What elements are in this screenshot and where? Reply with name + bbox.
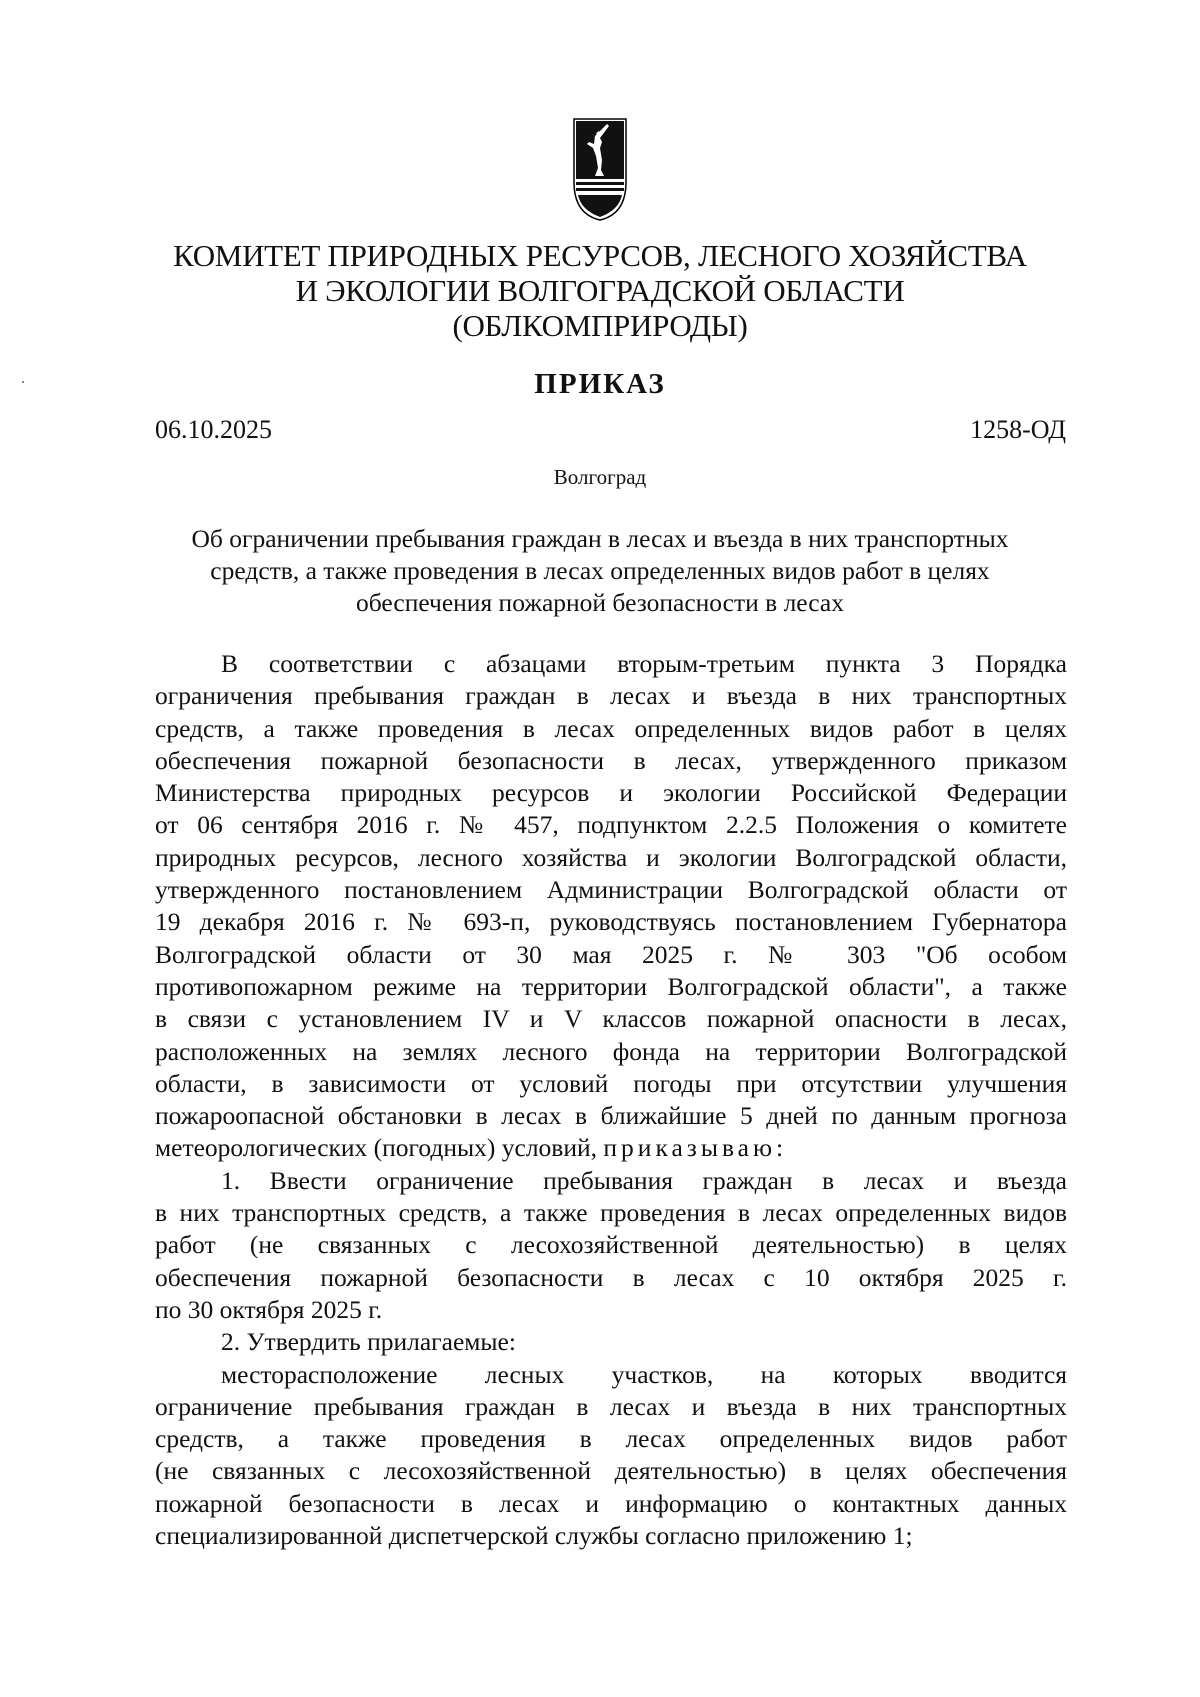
body-line: Волгоградской области от 30 мая 2025 г. № 303 "Об особом xyxy=(155,939,1067,969)
body-line: 19 декабря 2016 г. № 693-п, руководствуясь постановлением Губернатора xyxy=(155,907,1067,937)
organization-name xyxy=(100,238,1100,343)
order-body xyxy=(155,648,1067,1552)
body-line: 1. Ввести ограничение пребывания граждан в лесах и въезда xyxy=(221,1165,1067,1195)
body-line: расположенных на землях лесного фонда на территории Волгоградской xyxy=(155,1036,1067,1066)
body-line: В соответствии с абзацами вторым-третьим пункта 3 Порядка xyxy=(221,649,1067,678)
body-line: пожарной безопасности в лесах и информацию о контактных данных xyxy=(155,1488,1067,1518)
org-line: КОМИТЕТ ПРИРОДНЫХ РЕСУРСОВ, ЛЕСНОГО ХОЗЯЙСТВА xyxy=(173,238,1027,273)
org-line: (ОБЛКОМПРИРОДЫ) xyxy=(452,308,748,343)
body-line: пожароопасной обстановки в лесах в ближайшие 5 дней по данным прогноза xyxy=(155,1101,1067,1131)
body-line: от 06 сентября 2016 г. № 457, подпунктом 2.2.5 Положения о комитете xyxy=(155,810,1067,840)
body-line: специализированной диспетчерской службы согласно приложению 1; xyxy=(155,1521,913,1551)
body-line: в связи с установлением IV и V классов пожарной опасности в лесах, xyxy=(155,1004,1067,1034)
subject-line: средств, а также проведения в лесах определенных видов работ в целях xyxy=(210,556,990,585)
order-number: 1258-ОД xyxy=(970,415,1066,444)
body-line: средств, а также проведения в лесах определенных видов работ xyxy=(155,1424,1067,1454)
body-line: по 30 октября 2025 г. xyxy=(155,1294,383,1324)
body-line: 2. Утвердить прилагаемые: xyxy=(221,1327,516,1357)
body-line: (не связанных с лесохозяйственной деятельностью) в целях обеспечения xyxy=(155,1456,1067,1486)
body-line: месторасположение лесных участков, на которых вводится xyxy=(221,1359,1067,1389)
body-line: противопожарном режиме на территории Волгоградской области", а также xyxy=(155,971,1067,1001)
body-line: обеспечения пожарной безопасности в лесах с 10 октября 2025 г. xyxy=(155,1262,1067,1292)
body-line xyxy=(155,1132,1067,1164)
body-line: средств, а также проведения в лесах определенных видов работ в целях xyxy=(155,713,1067,743)
body-line: обеспечения пожарной безопасности в лесах, утвержденного приказом xyxy=(155,745,1067,775)
subject-line: Об ограничении пребывания граждан в лесах и въезда в них транспортных xyxy=(191,524,1009,553)
org-line: И ЭКОЛОГИИ ВОЛГОГРАДСКОЙ ОБЛАСТИ xyxy=(295,273,905,308)
body-line: природных ресурсов, лесного хозяйства и экологии Волгоградской области, xyxy=(155,842,1067,872)
body-line: работ (не связанных с лесохозяйственной деятельностью) в целях xyxy=(155,1230,1067,1260)
subject-line: обеспечения пожарной безопасности в лесах xyxy=(356,588,844,617)
order-directive-word: приказываю: xyxy=(603,1133,788,1163)
body-line: утвержденного постановлением Администрации Волгоградской области от xyxy=(155,875,1067,905)
order-date: 06.10.2025 xyxy=(155,415,272,444)
body-line: Министерства природных ресурсов и экологии Российской Федерации xyxy=(155,778,1067,808)
body-line: ограничения пребывания граждан в лесах и въезда в них транспортных xyxy=(155,681,1067,711)
body-line: ограничение пребывания граждан в лесах и въезда в них транспортных xyxy=(155,1391,1067,1421)
body-line: в них транспортных средств, а также проведения в лесах определенных видов xyxy=(155,1198,1067,1228)
city-name: Волгоград xyxy=(553,465,647,489)
body-line: области, в зависимости от условий погоды при отсутствии улучшения xyxy=(155,1068,1067,1098)
document-type-title: ПРИКАЗ xyxy=(534,368,666,400)
order-subject xyxy=(120,523,1080,619)
volgograd-coat-of-arms-icon xyxy=(573,118,627,221)
body-text: метеорологических (погодных) условий, xyxy=(155,1133,598,1163)
